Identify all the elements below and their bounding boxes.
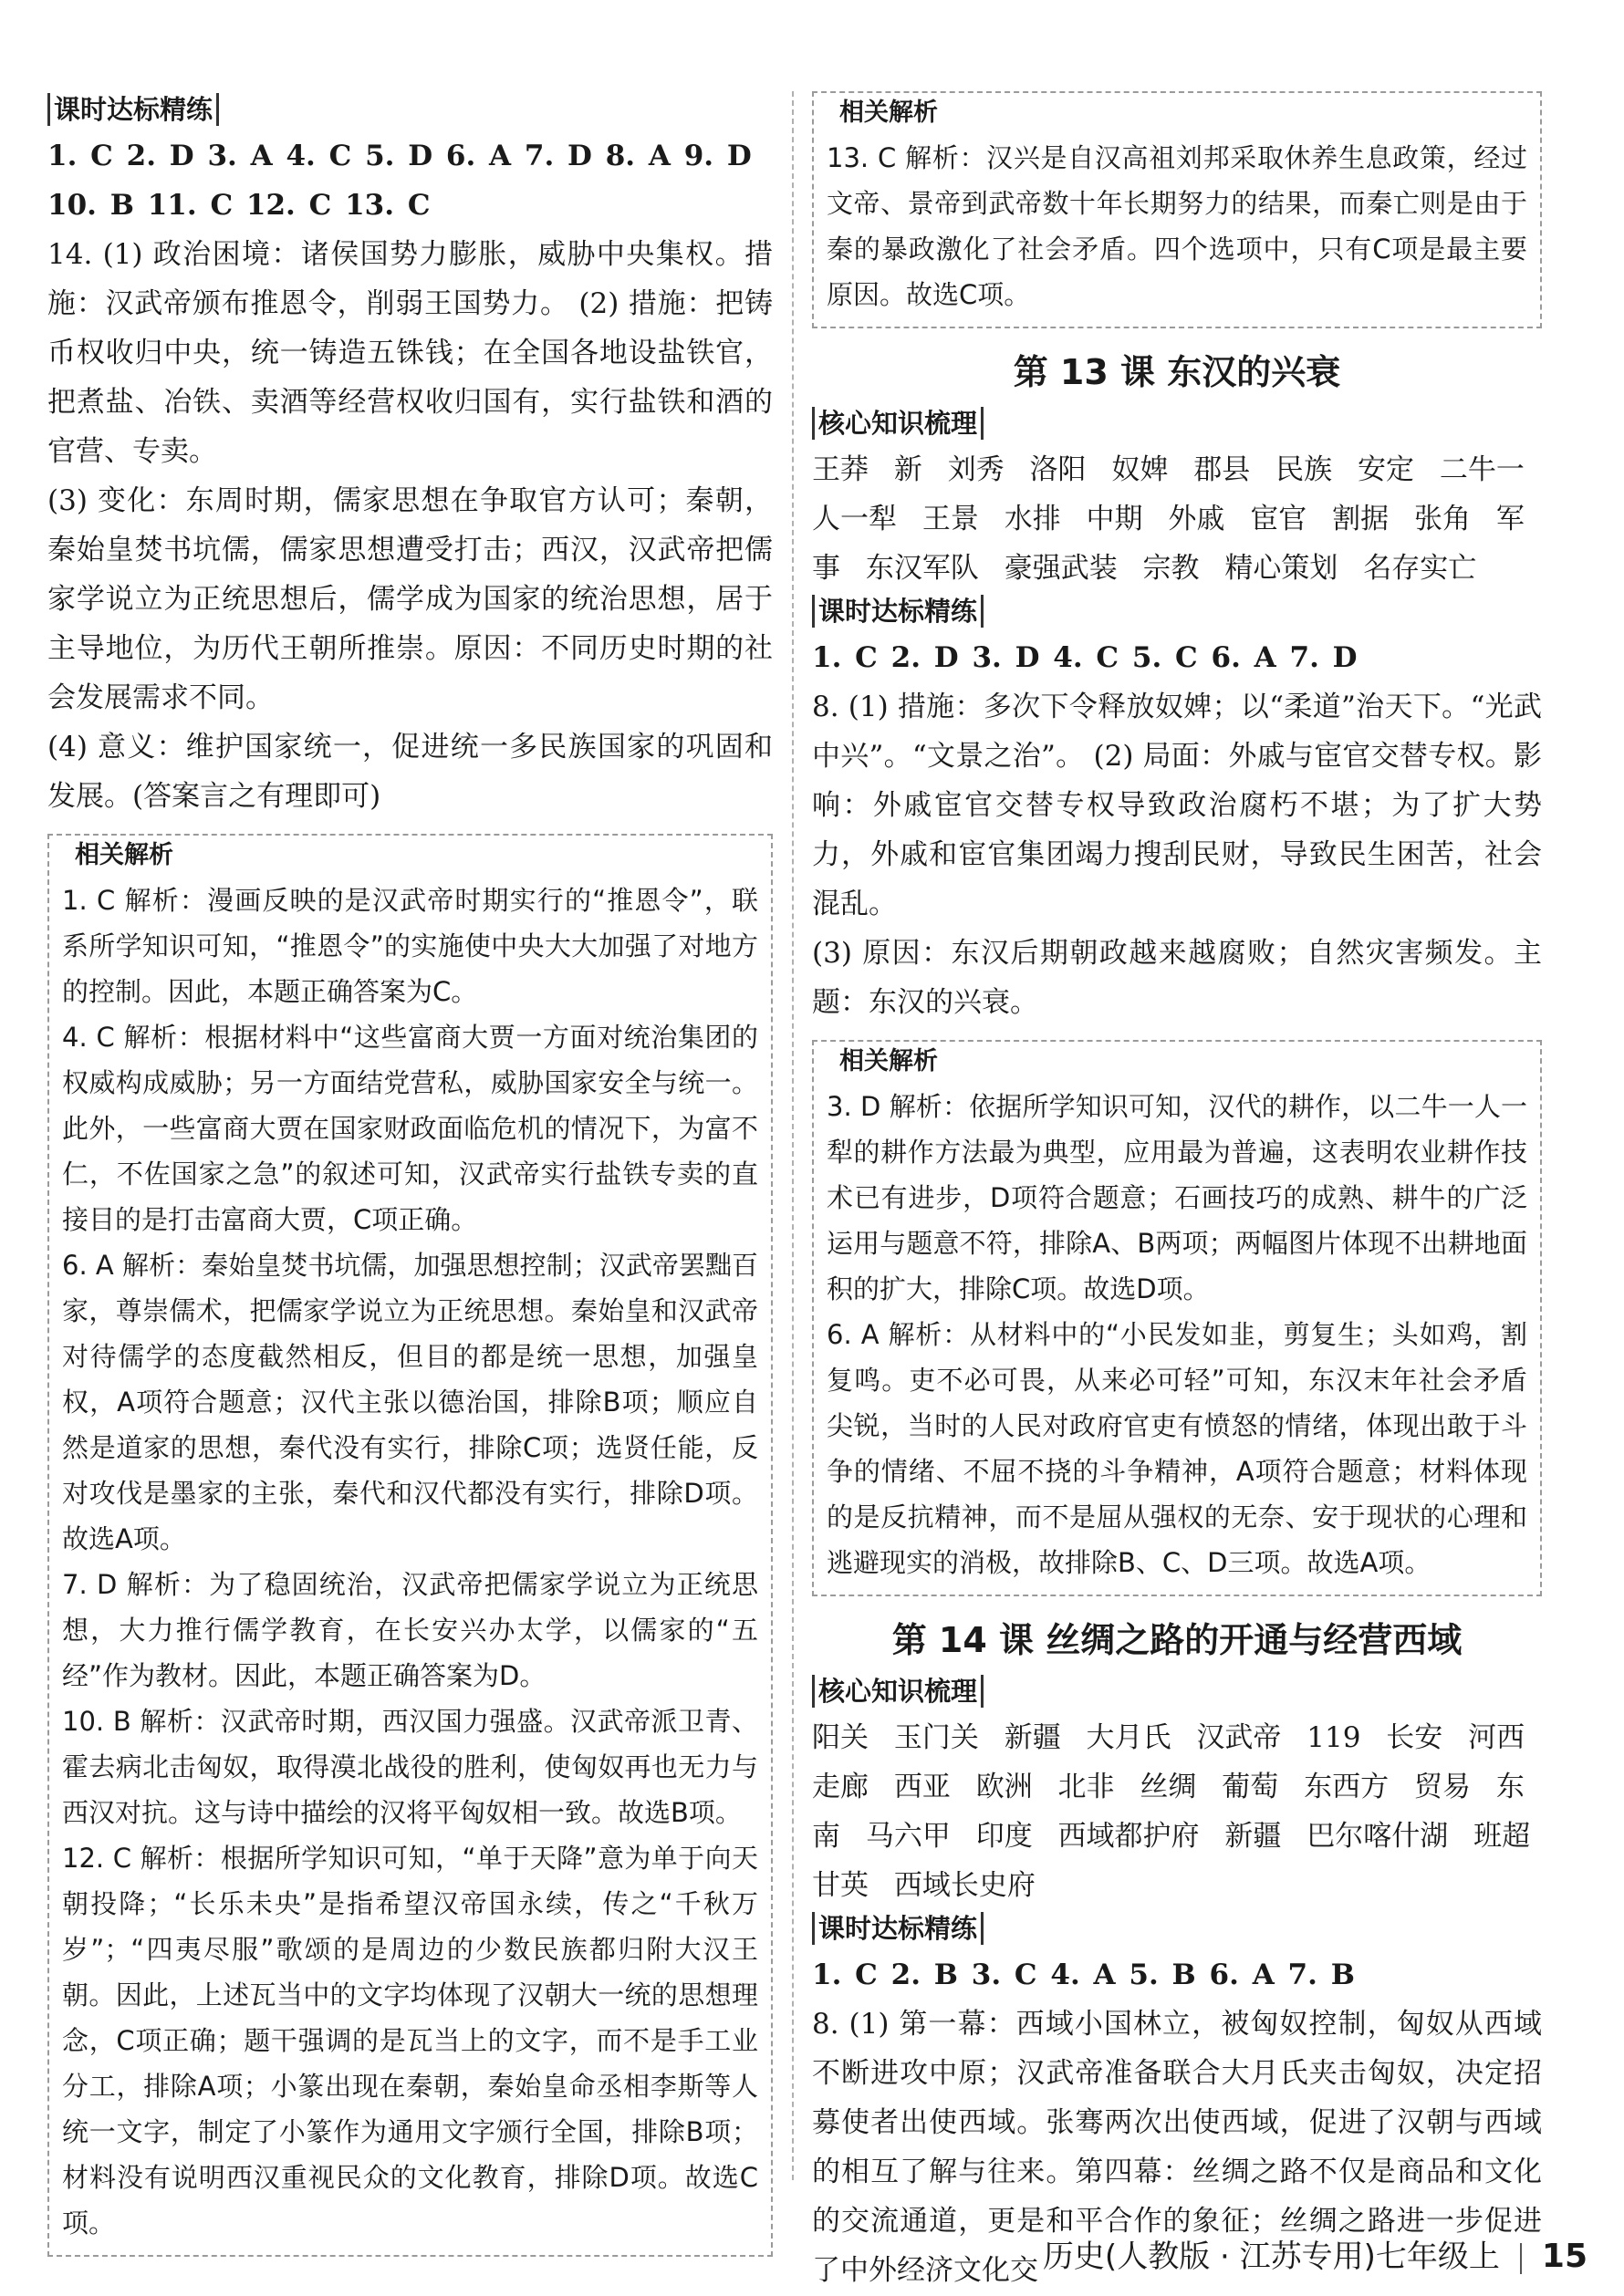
analysis-item: 6. A 解析：从材料中的“小民发如韭，剪复生；头如鸡，割复鸣。吏不必可畏，从来必可轻”可知，东汉末年社会矛盾尖锐，当时的人民对政府官吏有愤怒的情绪，体现出敢于斗争的情绪、不屈不挠的斗争精神，A项符合题意；材料体现的是反抗精神，而不是屈从强权的无奈、安于现状的心理和逃避现实的消极，故排除B、C、D三项。故选A项。 (827, 1319, 1527, 1578)
question-8-answer-lesson-14: 8. (1) 第一幕：西域小国林立，被匈奴控制，匈奴从西域不断进攻中原；汉武帝准备联合大月氏夹击匈奴，决定招募使者出使西域。张骞两次出使西域，促进了汉朝与西域的相互了解与往来。第四幕：丝绸之路不仅是商品和文化的交流通道，更是和平合作的象征；丝绸之路进一步促进了中外经济文化交 (812, 2008, 1542, 2287)
section-tag-drill: 课时达标精练 (812, 1912, 984, 1945)
footer-divider (1520, 2243, 1522, 2274)
analysis-item: 3. D 解析：依据所学知识可知，汉代的耕作，以二牛一人一犁的耕作方法最为典型，应用最为普遍，这表明农业耕作技术已有进步，D项符合题意；石画技巧的成熟、耕牛的广泛运用与题意不符，排除A、B两项；两幅图片体现不出耕地面积的扩大，排除C项。故选D项。 (827, 1091, 1527, 1304)
answers-row-2: 10. B 11. C 12. C 13. C (47, 189, 431, 222)
section-tag-drill: 课时达标精练 (812, 595, 984, 628)
analysis-item: 1. C 解析：漫画反映的是汉武帝时期实行的“推恩令”，联系所学知识可知，“推恩令”的实施使中央大大加强了对地方的控制。因此，本题正确答案为C。 (62, 885, 758, 1007)
analysis-box-lesson-13 (812, 1040, 1542, 1596)
page-footer (1043, 2237, 1588, 2277)
analysis-item: 13. C 解析：汉兴是自汉高祖刘邦采取休养生息政策，经过文帝、景帝到武帝数十年长期努力的结果，而秦亡则是由于秦的暴政激化了社会矛盾。四个选项中，只有C项是最主要原因。故选C项。 (827, 142, 1527, 310)
lesson-14-heading: 第 14 课 丝绸之路的开通与经营西域 (891, 1620, 1463, 1660)
analysis-box-title: 相关解析 (839, 99, 938, 127)
section-tag-drill: 课时达标精练 (47, 93, 219, 126)
question-14-answer: 14. (1) 政治困境：诸侯国势力膨胀，威胁中央集权。措施：汉武帝颁布推恩令，削弱王国势力。 (2) 措施：把铸币权收归中央，统一铸造五铢钱；在全国各地设盐铁官，把煮盐、冶铁、卖酒等经营权收归国有，实行盐铁和酒的官营、专卖。 (47, 238, 773, 468)
analysis-box (47, 834, 773, 2257)
analysis-item: 6. A 解析：秦始皇焚书坑儒，加强思想控制；汉武帝罢黜百家，尊崇儒术，把儒家学说立为正统思想。秦始皇和汉武帝对待儒学的态度截然相反，但目的都是统一思想，加强皇权，A项符合题意；汉代主张以德治国，排除B项；顺应自然是道家的思想，秦代没有实行，排除C项；选贤任能，反对攻伐是墨家的主张，秦代和汉代都没有实行，排除D项。故选A项。 (62, 1250, 758, 1554)
question-14-part4: (4) 意义：维护国家统一，促进统一多民族国家的巩固和发展。(答案言之有理即可) (47, 731, 773, 813)
section-tag-core: 核心知识梳理 (812, 407, 984, 440)
lesson-13-heading: 第 13 课 东汉的兴衰 (1013, 352, 1341, 392)
question-14-part3: (3) 变化：东周时期，儒家思想在争取官方认可；秦朝，秦始皇焚书坑儒，儒家思想遭受打击；西汉，汉武帝把儒家学说立为正统思想后，儒学成为国家的统治思想，居于主导地位，为历代王朝所推崇。原因：不同历史时期的社会发展需求不同。 (47, 484, 773, 714)
analysis-item: 12. C 解析：根据所学知识可知，“单于天降”意为单于向天朝投降；“长乐未央”是指希望汉帝国永续，传之“千秋万岁”；“四夷尽服”歌颂的是周边的少数民族都归附大汉王朝。因此，上述瓦当中的文字均体现了汉朝大一统的思想理念，C项正确；题干强调的是瓦当上的文字，而不是手工业分工，排除A项；小篆出现在秦朝，秦始皇命丞相李斯等人统一文字，制定了小篆作为通用文字颁行全国，排除B项；材料没有说明西汉重视民众的文化教育，排除D项。故选C项。 (62, 1843, 758, 2239)
keywords-lesson-14: 阳关 玉门关 新疆 大月氏 汉武帝 119 长安 河西走廊 西亚 欧洲 北非 丝绸 葡萄 东西方 贸易 东南 马六甲 印度 西域都护府 新疆 巴尔喀什湖 班超 甘英 西域长史府 (812, 1721, 1531, 1902)
analysis-item: 4. C 解析：根据材料中“这些富商大贾一方面对统治集团的权威构成威胁；另一方面结党营私，威胁国家安全与统一。此外，一些富商大贾在国家财政面临危机的情况下，为富不仁，不佐国家之急”的叙述可知，汉武帝实行盐铁专卖的直接目的是打击富商大贾，C项正确。 (62, 1022, 758, 1235)
left-column (47, 91, 773, 2273)
page-number: 15 (1541, 2238, 1588, 2275)
answers-lesson-14: 1. C 2. B 3. C 4. A 5. B 6. A 7. B (812, 1958, 1355, 1991)
answers-lesson-13: 1. C 2. D 3. D 4. C 5. C 6. A 7. D (812, 641, 1358, 674)
right-column (812, 91, 1542, 2295)
keywords-lesson-13: 王莽 新 刘秀 洛阳 奴婢 郡县 民族 安定 二牛一人一犁 王景 水排 中期 外戚 宦官 割据 张角 军事 东汉军队 豪强武装 宗教 精心策划 名存实亡 (812, 453, 1525, 585)
section-tag-core: 核心知识梳理 (812, 1675, 984, 1708)
analysis-item: 10. B 解析：汉武帝时期，西汉国力强盛。汉武帝派卫青、霍去病北击匈奴，取得漠北战役的胜利，使匈奴再也无力与西汉对抗。这与诗中描绘的汉将平匈奴相一致。故选B项。 (62, 1706, 758, 1828)
analysis-box-title: 相关解析 (75, 841, 173, 869)
question-8-answer: 8. (1) 措施：多次下令释放奴婢；以“柔道”治天下。“光武中兴”。“文景之治”。 (2) 局面：外戚与宦官交替专权。影响：外戚宦官交替专权导致政治腐朽不堪；为了扩大势力，外戚和宦官集团竭力搜刮民财，导致民生困苦，社会混乱。 (812, 691, 1542, 920)
analysis-box-title: 相关解析 (839, 1047, 938, 1075)
analysis-item: 7. D 解析：为了稳固统治，汉武帝把儒家学说立为正统思想，大力推行儒学教育，在长安兴办太学，以儒家的“五经”作为教材。因此，本题正确答案为D。 (62, 1569, 758, 1691)
answers-row-1: 1. C 2. D 3. A 4. C 5. D 6. A 7. D 8. A 9. D (47, 140, 752, 172)
question-8-part3: (3) 原因：东汉后期朝政越来越腐败；自然灾害频发。主题：东汉的兴衰。 (812, 937, 1542, 1019)
book-title: 历史(人教版 · 江苏专用)七年级上 (1042, 2239, 1500, 2275)
column-divider (792, 91, 794, 2180)
analysis-box-13 (812, 91, 1542, 328)
